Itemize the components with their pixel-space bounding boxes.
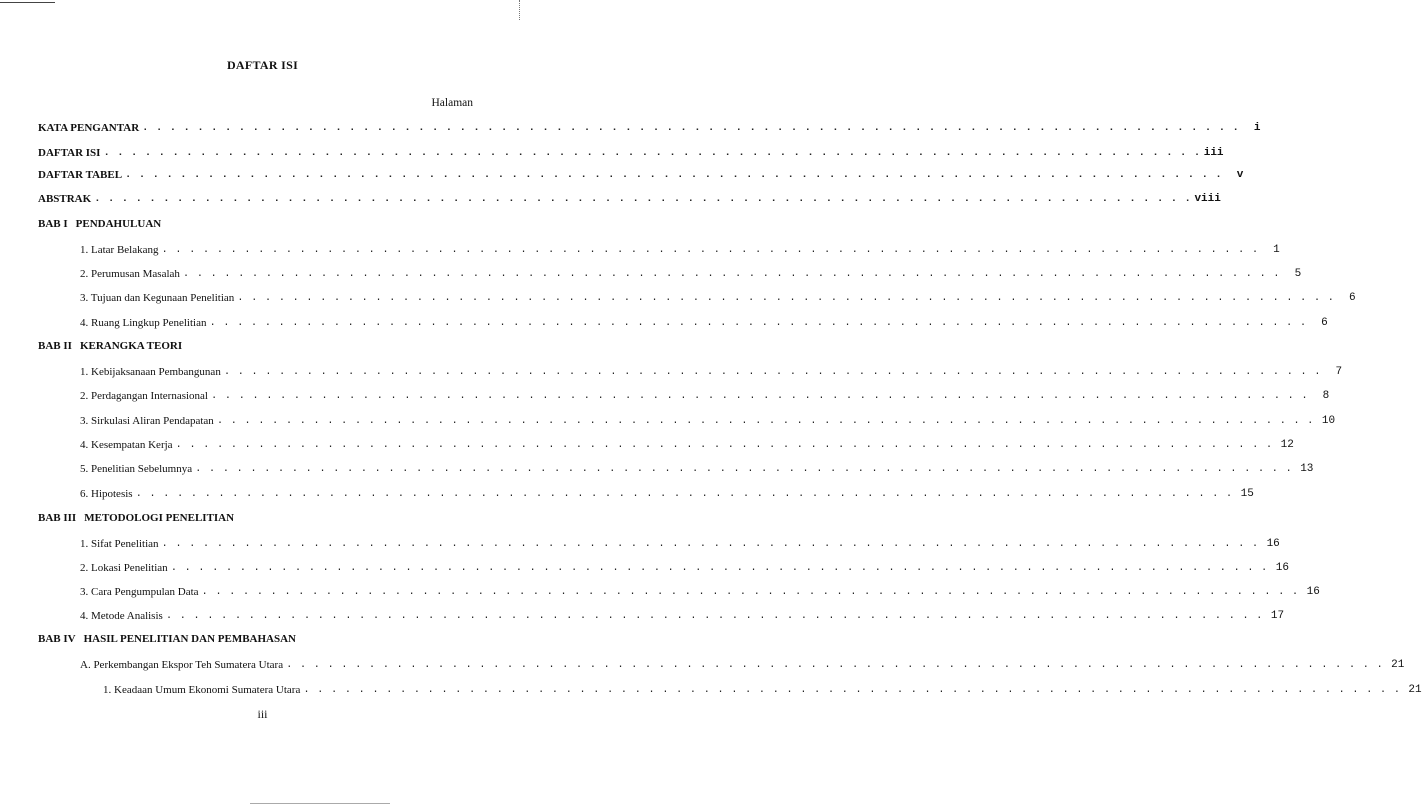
leader-dots: . . . . . . . . . . . . . . . . . . . . . . . . . . . . . . . . . . . . . . . . . . . . . . . . . . . . . . . . . . . . . . . . . . . . . . . . . . . . . . . . — [165, 610, 1264, 622]
toc-entry-page: 8 — [1322, 390, 1330, 402]
toc-entry-abstrak[interactable] — [38, 191, 1221, 207]
toc-entry-page: iii — [1203, 147, 1224, 159]
toc-subentry[interactable] — [80, 657, 1405, 673]
toc-subentry[interactable] — [80, 242, 1280, 258]
scan-edge-line — [0, 2, 55, 3]
toc-entry-label: 3. Sirkulasi Aliran Pendapatan — [80, 415, 214, 427]
toc-entry-label: 1. Kebijaksanaan Pembangunan — [80, 366, 221, 378]
chapter-heading-bab-4[interactable] — [38, 633, 296, 645]
toc-subentry[interactable] — [80, 437, 1294, 453]
toc-entry-label: KATA PENGANTAR — [38, 122, 140, 134]
chapter-heading-bab-3[interactable] — [38, 512, 234, 524]
chapter-heading-bab-1[interactable] — [38, 218, 161, 230]
leader-dots: . . . . . . . . . . . . . . . . . . . . . . . . . . . . . . . . . . . . . . . . . . . . . . . . . . . . . . . . . . . . . . . . . . . . . . . . . . . . . . . . — [210, 390, 1309, 402]
toc-subentry[interactable] — [80, 388, 1330, 404]
toc-entry-label: 2. Perdagangan Internasional — [80, 390, 208, 402]
toc-entry-page: 10 — [1321, 415, 1336, 427]
toc-entry-page: 13 — [1300, 463, 1314, 475]
leader-dots: . . . . . . . . . . . . . . . . . . . . . . . . . . . . . . . . . . . . . . . . . . . . . . . . . . . . . . . . . . . . . . . . . . . . . . . . . . . . . . . . — [94, 193, 1192, 205]
toc-entry-label: 3. Tujuan dan Kegunaan Penelitian — [80, 292, 235, 304]
toc-entry-page: 5 — [1294, 268, 1302, 280]
leader-dots: . . . . . . . . . . . . . . . . . . . . . . . . . . . . . . . . . . . . . . . . . . . . . . . . . . . . . . . . . . . . . . . . . . . . . . . . . . . . . . . . — [237, 292, 1335, 304]
toc-subentry[interactable] — [80, 584, 1320, 600]
toc-entry-label: 1. Sifat Penelitian — [80, 538, 159, 550]
leader-dots: . . . . . . . . . . . . . . . . . . . . . . . . . . . . . . . . . . . . . . . . . . . . . . . . . . . . . . . . . . . . . . . . . . . . . . . . . . . . . . . . — [201, 586, 1299, 598]
toc-subentry[interactable] — [80, 266, 1302, 282]
footer-page-number: iii — [257, 707, 268, 721]
toc-entry-page: 16 — [1275, 562, 1289, 574]
toc-entry-label: A. Perkembangan Ekspor Teh Sumatera Utara — [80, 659, 284, 671]
toc-entry-label: 2. Perumusan Masalah — [80, 268, 180, 280]
toc-subentry[interactable] — [80, 315, 1328, 331]
chapter-title: PENDAHULUAN — [75, 218, 162, 230]
toc-entry-page: viii — [1194, 193, 1221, 205]
chapter-number: BAB IV — [38, 633, 76, 645]
toc-entry-label: 4. Metode Analisis — [80, 610, 163, 622]
scan-bottom-line — [250, 803, 390, 804]
leader-dots: . . . . . . . . . . . . . . . . . . . . . . . . . . . . . . . . . . . . . . . . . . . . . . . . . . . . . . . . . . . . . . . . . . . . . . . . . . . . . . . . — [216, 415, 1315, 427]
leader-dots: . . . . . . . . . . . . . . . . . . . . . . . . . . . . . . . . . . . . . . . . . . . . . . . . . . . . . . . . . . . . . . . . . . . . . . . . . . . . . . . . — [182, 268, 1281, 280]
toc-subsubentry[interactable] — [103, 682, 1422, 698]
leader-dots: . . . . . . . . . . . . . . . . . . . . . . . . . . . . . . . . . . . . . . . . . . . . . . . . . . . . . . . . . . . . . . . . . . . . . . . . . . . . . . . . — [303, 684, 1401, 696]
toc-subentry[interactable] — [80, 290, 1356, 306]
toc-entry-label: 5. Penelitian Sebelumnya — [80, 463, 193, 475]
toc-entry-daftar-isi[interactable] — [38, 145, 1224, 161]
toc-entry-label: 4. Ruang Lingkup Penelitian — [80, 317, 207, 329]
toc-subentry[interactable] — [80, 536, 1280, 552]
chapter-title: METODOLOGI PENELITIAN — [84, 512, 235, 524]
toc-entry-page: i — [1253, 122, 1261, 134]
toc-entry-label: 1. Keadaan Umum Ekonomi Sumatera Utara — [103, 684, 301, 696]
toc-subentry[interactable] — [80, 486, 1254, 502]
toc-entry-page: v — [1236, 169, 1244, 181]
chapter-number: BAB I — [38, 218, 68, 230]
leader-dots: . . . . . . . . . . . . . . . . . . . . . . . . . . . . . . . . . . . . . . . . . . . . . . . . . . . . . . . . . . . . . . . . . . . . . . . . . . . . . . . . — [161, 538, 1259, 550]
leader-dots: . . . . . . . . . . . . . . . . . . . . . . . . . . . . . . . . . . . . . . . . . . . . . . . . . . . . . . . . . . . . . . . . . . . . . . . . . . . . . . . . — [125, 169, 1223, 181]
toc-entry-page: 17 — [1270, 610, 1285, 622]
chapter-title: KERANGKA TEORI — [79, 340, 183, 352]
toc-subentry[interactable] — [80, 364, 1343, 380]
leader-dots: . . . . . . . . . . . . . . . . . . . . . . . . . . . . . . . . . . . . . . . . . . . . . . . . . . . . . . . . . . . . . . . . . . . . . . . . . . . . . . . . — [135, 488, 1233, 500]
leader-dots: . . . . . . . . . . . . . . . . . . . . . . . . . . . . . . . . . . . . . . . . . . . . . . . . . . . . . . . . . . . . . . . . . . . . . . . . . . . . . . . . — [223, 366, 1322, 378]
toc-entry-page: 7 — [1335, 366, 1343, 378]
toc-entry-label: 6. Hipotesis — [80, 488, 133, 500]
leader-dots: . . . . . . . . . . . . . . . . . . . . . . . . . . . . . . . . . . . . . . . . . . . . . . . . . . . . . . . . . . . . . . . . . . . . . . . . . . . . . . . . — [142, 122, 1240, 134]
toc-entry-label: ABSTRAK — [38, 193, 92, 205]
scan-edge-mark — [519, 0, 522, 20]
toc-subentry[interactable] — [80, 608, 1285, 624]
leader-dots: . . . . . . . . . . . . . . . . . . . . . . . . . . . . . . . . . . . . . . . . . . . . . . . . . . . . . . . . . . . . . . . . . . . . . . . . . . . . . . . . — [195, 463, 1293, 475]
leader-dots: . . . . . . . . . . . . . . . . . . . . . . . . . . . . . . . . . . . . . . . . . . . . . . . . . . . . . . . . . . . . . . . . . . . . . . . . . . . . . . . . — [175, 439, 1273, 451]
page-column-label: Halaman — [431, 97, 473, 109]
toc-entry-page: 1 — [1273, 244, 1280, 256]
toc-entry-label: DAFTAR ISI — [38, 147, 101, 159]
toc-subentry[interactable] — [80, 461, 1314, 477]
toc-entry-label: 1. Latar Belakang — [80, 244, 159, 256]
page-title: DAFTAR ISI — [226, 58, 299, 72]
toc-entry-kata-pengantar[interactable] — [38, 120, 1261, 136]
toc-entry-label: 2. Lokasi Penelitian — [80, 562, 168, 574]
toc-subentry[interactable] — [80, 560, 1289, 576]
chapter-title: HASIL PENELITIAN DAN PEMBAHASAN — [83, 633, 296, 645]
leader-dots: . . . . . . . . . . . . . . . . . . . . . . . . . . . . . . . . . . . . . . . . . . . . . . . . . . . . . . . . . . . . . . . . . . . . . . . . . . . . . . . . — [170, 562, 1268, 574]
leader-dots: . . . . . . . . . . . . . . . . . . . . . . . . . . . . . . . . . . . . . . . . . . . . . . . . . . . . . . . . . . . . . . . . . . . . . . . . . . . . . . . . — [209, 317, 1307, 329]
leader-dots: . . . . . . . . . . . . . . . . . . . . . . . . . . . . . . . . . . . . . . . . . . . . . . . . . . . . . . . . . . . . . . . . . . . . . . . . . . . . . . . . — [161, 244, 1259, 256]
chapter-number: BAB III — [38, 512, 77, 524]
toc-entry-daftar-tabel[interactable] — [38, 167, 1244, 183]
toc-entry-label: DAFTAR TABEL — [38, 169, 123, 181]
toc-entry-page: 16 — [1266, 538, 1280, 550]
toc-entry-page: 6 — [1348, 292, 1356, 304]
leader-dots: . . . . . . . . . . . . . . . . . . . . . . . . . . . . . . . . . . . . . . . . . . . . . . . . . . . . . . . . . . . . . . . . . . . . . . . . . . . . . . . . — [286, 659, 1384, 671]
toc-entry-page: 12 — [1280, 439, 1294, 451]
toc-subentry[interactable] — [80, 413, 1336, 429]
toc-entry-page: 21 — [1391, 659, 1405, 671]
toc-entry-page: 15 — [1240, 488, 1254, 500]
toc-entry-page: 21 — [1408, 684, 1422, 696]
toc-entry-page: 16 — [1306, 586, 1320, 598]
chapter-number: BAB II — [38, 340, 72, 352]
toc-entry-label: 4. Kesempatan Kerja — [80, 439, 173, 451]
toc-entry-label: 3. Cara Pengumpulan Data — [80, 586, 199, 598]
leader-dots: . . . . . . . . . . . . . . . . . . . . . . . . . . . . . . . . . . . . . . . . . . . . . . . . . . . . . . . . . . . . . . . . . . . . . . . . . . . . . . . . — [103, 147, 1201, 159]
toc-entry-page: 6 — [1321, 317, 1328, 329]
chapter-heading-bab-2[interactable] — [38, 340, 182, 352]
